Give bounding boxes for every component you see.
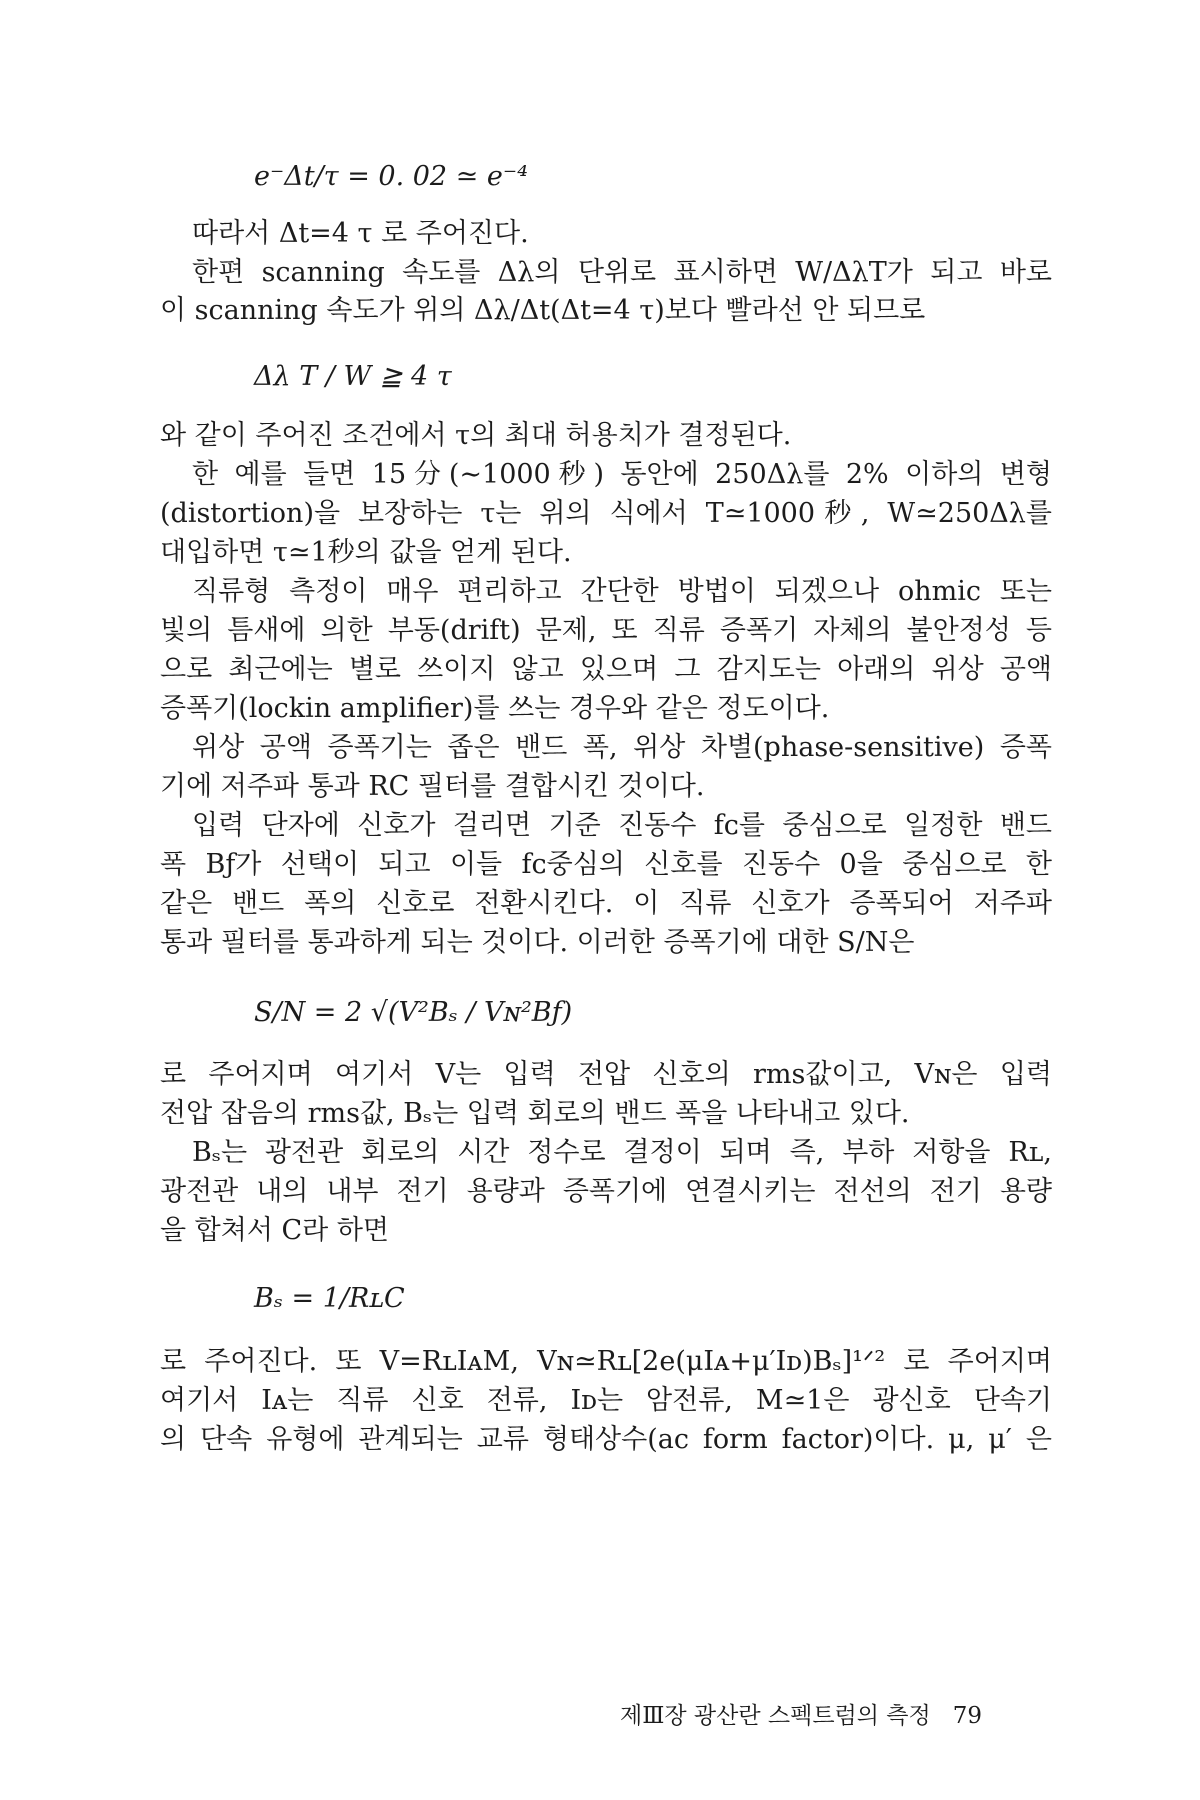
body-line: 같은 밴드 폭의 신호로 전환시킨다. 이 직류 신호가 증폭되어 저주파 [160,888,1052,919]
body-line: 여기서 Iᴀ는 직류 신호 전류, Iᴅ는 암전류, M≃1은 광신호 단속기 [160,1385,1052,1416]
body-line: (distortion)을 보장하는 τ는 위의 식에서 T≃1000秒, W≃250Δλ를 [160,498,1052,529]
page-number: 79 [952,1703,983,1729]
body-line: Bₛ는 광전관 회로의 시간 정수로 결정이 되며 즉, 부하 저항을 Rʟ, [192,1137,1052,1168]
body-line: 통과 필터를 통과하게 되는 것이다. 이러한 증폭기에 대한 S/N은 [160,927,915,958]
body-line: 기에 저주파 통과 RC 필터를 결합시킨 것이다. [160,771,705,802]
body-line: 한 예를 들면 15分(∼1000秒) 동안에 250Δλ를 2% 이하의 변형 [192,459,1052,490]
equation-bandwidth: Bₛ = 1/RʟC [254,1283,405,1314]
body-line: 대입하면 τ≃1秒의 값을 얻게 된다. [160,537,572,568]
equation-condition: Δλ T / W ≧ 4 τ [254,361,452,392]
body-line: 광전관 내의 내부 전기 용량과 증폭기에 연결시키는 전선의 전기 용량 [160,1176,1052,1207]
body-line: 폭 Bƒ가 선택이 되고 이들 fᴄ중심의 신호를 진동수 0을 중심으로 한 [160,849,1052,880]
body-line: 빛의 틈새에 의한 부동(drift) 문제, 또 직류 증폭기 자체의 불안정성 등 [160,615,1052,646]
body-line: 으로 최근에는 별로 쓰이지 않고 있으며 그 감지도는 아래의 위상 공액 [160,654,1052,685]
body-line: 직류형 측정이 매우 편리하고 간단한 방법이 되겠으나 ohmic 또는 [192,576,1052,607]
body-line: 이 scanning 속도가 위의 Δλ/Δt(Δt=4 τ)보다 빨라선 안 되므로 [160,295,926,326]
body-line: 의 단속 유형에 관계되는 교류 형태상수(ac form factor)이다. μ, μ′ 은 [160,1424,1052,1455]
body-line: 을 합쳐서 C라 하면 [160,1215,389,1246]
body-line: 로 주어진다. 또 V=RʟIᴀM, Vɴ≃Rʟ[2e(μIᴀ+μ′Iᴅ)Bₛ]¹ᐟ² 로 주어지며 [160,1346,1052,1377]
body-line: 위상 공액 증폭기는 좁은 밴드 폭, 위상 차별(phase-sensitive) 증폭 [192,732,1052,763]
equation-sn-ratio: S/N = 2 √(V²Bₛ / Vɴ²Bƒ) [254,997,573,1028]
body-line: 전압 잡음의 rms값, Bₛ는 입력 회로의 밴드 폭을 나타내고 있다. [160,1098,910,1129]
body-line: 증폭기(lockin amplifier)를 쓰는 경우와 같은 정도이다. [160,693,830,724]
body-line: 입력 단자에 신호가 걸리면 기준 진동수 fᴄ를 중심으로 일정한 밴드 [192,810,1052,841]
body-line: 따라서 Δt=4 τ 로 주어진다. [192,218,529,249]
body-line: 로 주어지며 여기서 V는 입력 전압 신호의 rms값이고, Vɴ은 입력 [160,1059,1052,1090]
body-line: 한편 scanning 속도를 Δλ의 단위로 표시하면 W/ΔλT가 되고 바로 [192,257,1052,288]
equation-decay: e⁻Δt/τ = 0. 02 ≃ e⁻⁴ [254,161,528,192]
page-footer [620,1701,982,1731]
chapter-title: 제Ⅲ장 광산란 스펙트럼의 측정 [620,1703,931,1729]
body-line: 와 같이 주어진 조건에서 τ의 최대 허용치가 결정된다. [160,420,792,451]
